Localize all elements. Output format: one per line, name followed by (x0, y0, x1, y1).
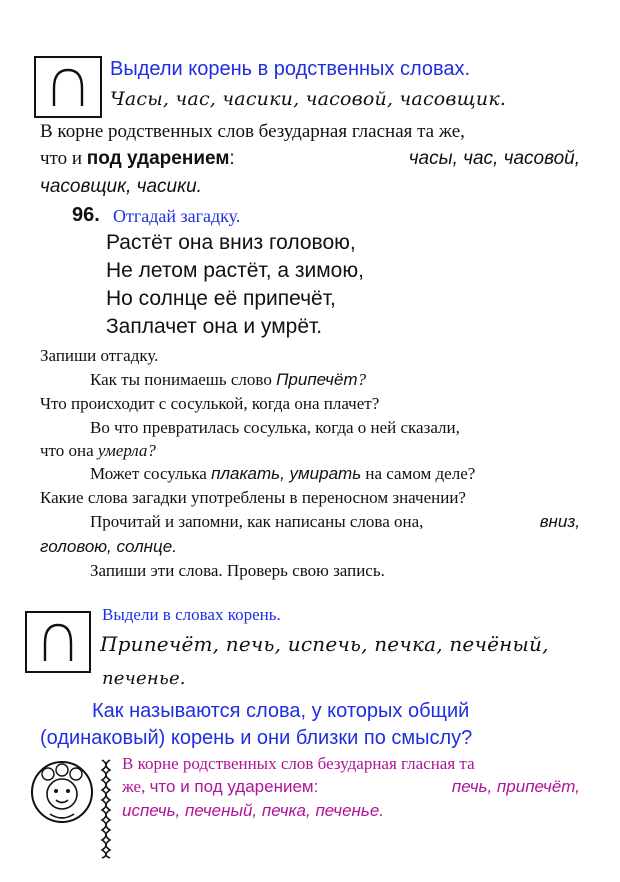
question-1: Как ты понимаешь слово Припечёт? (90, 370, 367, 389)
task2-words-line1: Припечёт, печь, испечь, печка, печёный, (100, 632, 549, 656)
task2-rule-line3: испечь, печеный, печка, печенье. (122, 801, 385, 820)
task1-instruction: Выдели корень в родственных словах. (110, 58, 471, 80)
rule-examples: часы, час, часовой, (408, 148, 580, 169)
task2-question-line1: Как называются слова, у которых общий (92, 700, 470, 722)
question-6: Прочитай и запомни, как написаны слова она, вниз, (90, 512, 580, 531)
task2-words-line2: печенье. (102, 668, 186, 689)
question-2: Что происходит с сосулькой, когда она плачет? (40, 394, 380, 413)
task2-question-line2: (одинаковый) корень и они близки по смыслу? (40, 727, 473, 749)
write-answer: Запиши отгадку. (40, 346, 159, 365)
exercise-instruction: Отгадай загадку. (113, 206, 241, 226)
riddle-line-1: Растёт она вниз головою, (106, 231, 356, 254)
braid-divider-icon (99, 758, 113, 860)
task2-rule-line2: же, что и под ударением: печь, припечёт, (122, 777, 580, 796)
question-3: Во что превратилась сосулька, когда о ней сказали, (90, 418, 460, 437)
task1-rule-line3: часовщик, часики. (40, 176, 202, 197)
task1-words: Часы, час, часики, часовой, часовщик. (110, 88, 507, 110)
riddle-line-3: Но солнце её припечёт, (106, 287, 336, 310)
root-arc-icon (36, 58, 100, 116)
rule-emphasis: под ударением (86, 148, 230, 169)
task1-rule-line2: что и под ударением: часы, час, часовой, (40, 148, 580, 169)
task2-instruction: Выдели в словах корень. (102, 605, 281, 624)
riddle-line-2: Не летом растёт, а зимою, (106, 259, 364, 282)
child-mascot-icon (30, 760, 94, 824)
task2-rule-line1: В корне родственных слов безударная гласная та (122, 754, 475, 773)
root-symbol-box-1 (34, 56, 102, 118)
question-3-cont: что она умерла? (40, 441, 156, 460)
root-symbol-box-2 (25, 611, 91, 673)
exercise-number: 96. (72, 204, 100, 226)
rule-text: что и (40, 148, 83, 169)
question-4: Может сосулька плакать, умирать на самом деле? (90, 464, 476, 483)
question-5: Какие слова загадки употреблены в переносном значении? (40, 488, 466, 507)
task1-rule-line1: В корне родственных слов безударная гласная та же, (40, 121, 465, 142)
root-arc-icon (27, 613, 89, 671)
riddle-line-4: Заплачет она и умрёт. (106, 315, 323, 338)
question-7: Запиши эти слова. Проверь свою запись. (90, 561, 385, 580)
question-6-cont: головою, солнце. (40, 537, 177, 556)
